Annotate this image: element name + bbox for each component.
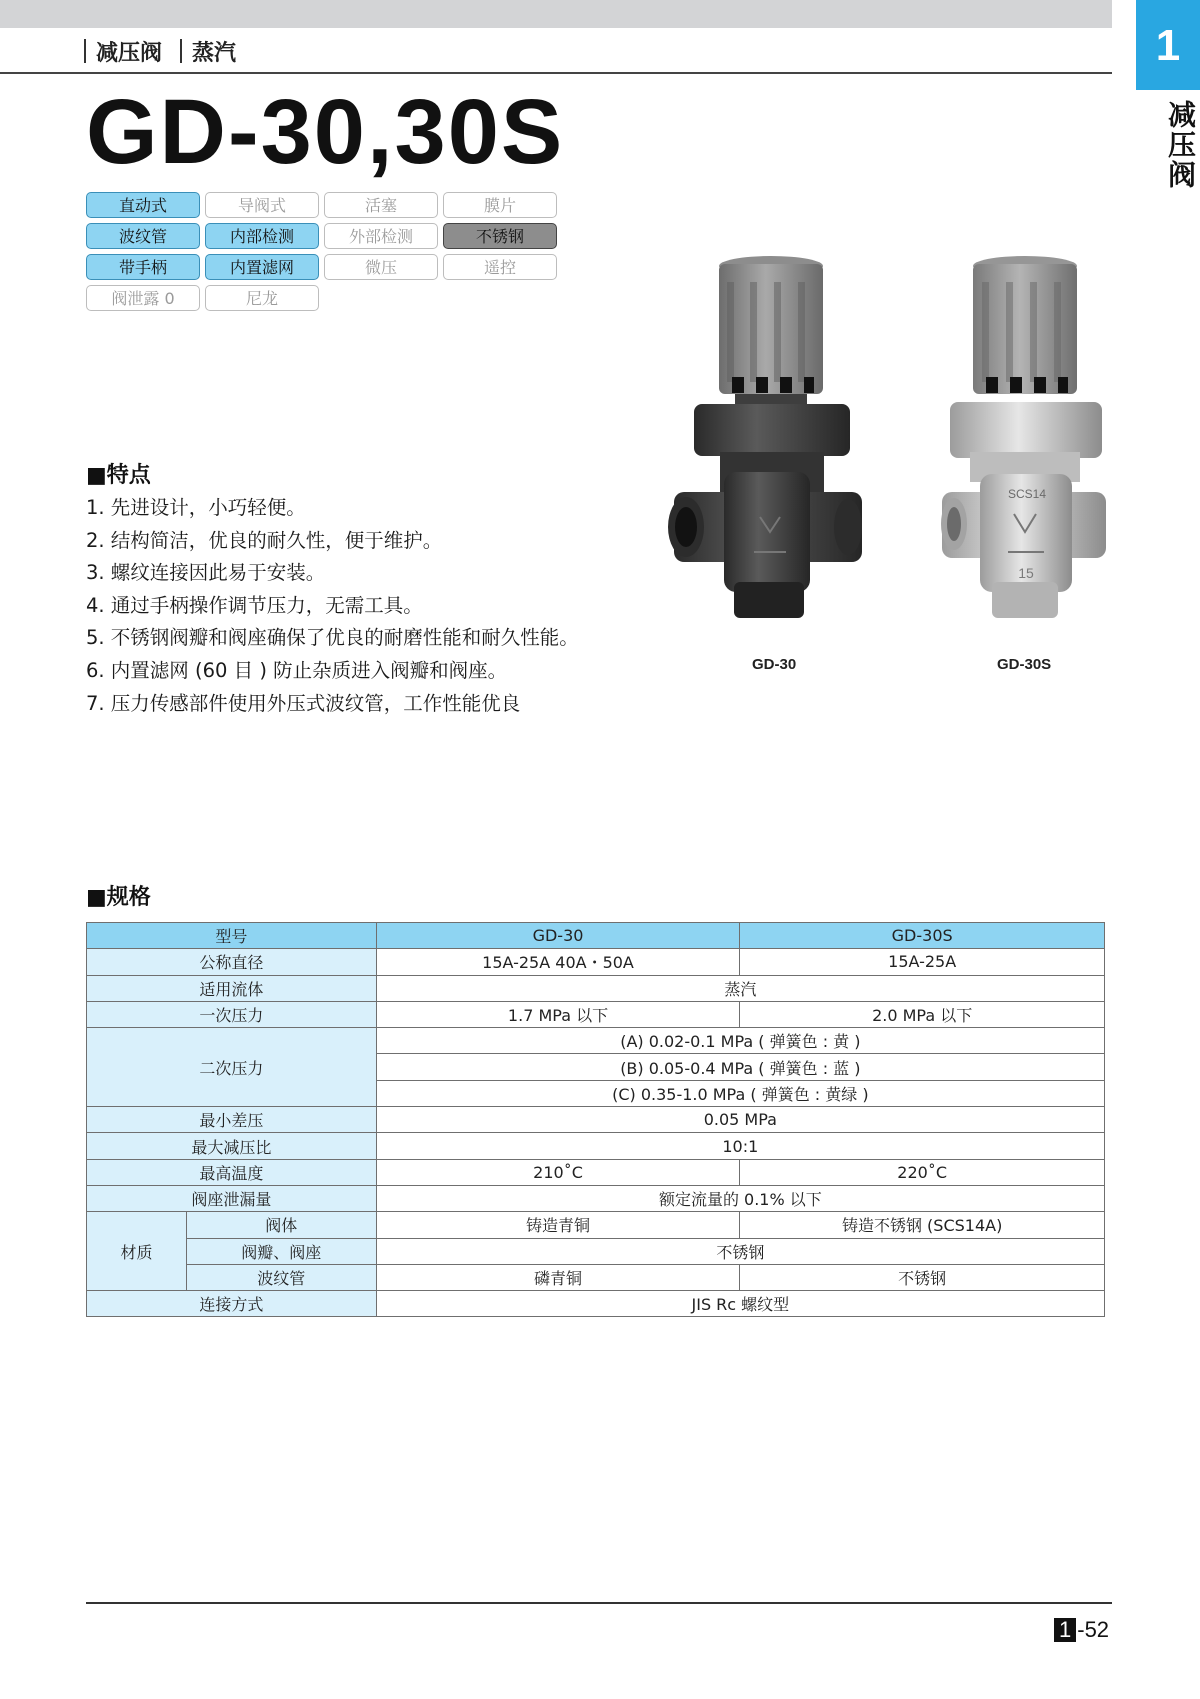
table-row xyxy=(87,1001,1105,1027)
table-row xyxy=(87,1107,1105,1133)
breadcrumb-divider xyxy=(180,39,182,63)
spec-value: 蒸汽 xyxy=(376,975,1104,1001)
spec-label-min-diff: 最小差压 xyxy=(87,1107,377,1133)
spec-label-max-ratio: 最大减压比 xyxy=(87,1133,377,1159)
tag-internal-sensing: 内部检测 xyxy=(205,223,319,249)
tag-zero-leakage: 阀泄露 0 xyxy=(86,285,200,311)
page-chapter: 1 xyxy=(1054,1618,1076,1642)
breadcrumb-divider xyxy=(84,39,86,63)
table-row xyxy=(87,1133,1105,1159)
feature-tag-grid xyxy=(86,192,557,311)
spec-value: 0.05 MPa xyxy=(376,1107,1104,1133)
table-row xyxy=(87,1185,1105,1211)
spec-value: JIS Rc 螺纹型 xyxy=(376,1291,1104,1317)
spec-label-max-temp: 最高温度 xyxy=(87,1159,377,1185)
spec-value: (B) 0.05-0.4 MPa ( 弹簧色 : 蓝 ) xyxy=(376,1054,1104,1080)
page-number xyxy=(1054,1617,1109,1643)
chapter-label: 减压阀 xyxy=(1164,100,1197,190)
tag-remote-control: 遥控 xyxy=(443,254,557,280)
table-row xyxy=(87,923,1105,949)
tag-piston: 活塞 xyxy=(324,192,438,218)
spec-label-fluid: 适用流体 xyxy=(87,975,377,1001)
gd30s-caption: GD-30S xyxy=(997,656,1052,673)
spec-label-disc-seat: 阀瓣、阀座 xyxy=(186,1238,376,1264)
tag-micro-pressure: 微压 xyxy=(324,254,438,280)
top-gray-bar xyxy=(0,0,1112,28)
feature-item: 5. 不锈钢阀瓣和阀座确保了优良的耐磨性能和耐久性能。 xyxy=(86,626,579,650)
features-heading: ■特点 xyxy=(86,463,151,488)
spec-value: 铸造不锈钢 (SCS14A) xyxy=(740,1212,1105,1238)
spec-value: 不锈钢 xyxy=(740,1264,1105,1290)
table-row xyxy=(87,1291,1105,1317)
tag-nylon: 尼龙 xyxy=(205,285,319,311)
gd30-valve-image xyxy=(662,252,874,644)
table-row xyxy=(87,1028,1105,1054)
tag-bellows: 波纹管 xyxy=(86,223,200,249)
spec-value: (A) 0.02-0.1 MPa ( 弹簧色 : 黄 ) xyxy=(376,1028,1104,1054)
spec-value: 210˚C xyxy=(376,1159,740,1185)
feature-item: 6. 内置滤网 (60 目 ) 防止杂质进入阀瓣和阀座。 xyxy=(86,658,508,682)
feature-item: 4. 通过手柄操作调节压力，无需工具。 xyxy=(86,593,423,617)
spec-label-material: 材质 xyxy=(87,1212,187,1291)
gd30s-valve-image xyxy=(940,252,1110,644)
chapter-tab: 1 xyxy=(1136,0,1200,90)
tag-pilot-operated: 导阀式 xyxy=(205,192,319,218)
gd30s-body-marking: SCS14 xyxy=(1007,487,1047,501)
spec-label-secondary-pressure: 二次压力 xyxy=(87,1028,377,1107)
spec-value: 1.7 MPa 以下 xyxy=(376,1001,740,1027)
breadcrumb xyxy=(84,36,254,66)
spec-value: 220˚C xyxy=(740,1159,1105,1185)
model-gd30: GD-30 xyxy=(376,923,740,949)
feature-item: 7. 压力传感部件使用外压式波纹管，工作性能优良 xyxy=(86,691,521,715)
tag-handle: 带手柄 xyxy=(86,254,200,280)
tag-stainless-steel: 不锈钢 xyxy=(443,223,557,249)
table-row xyxy=(87,1264,1105,1290)
spec-value: (C) 0.35-1.0 MPa ( 弹簧色 : 黄绿 ) xyxy=(376,1080,1104,1106)
spec-label-nominal: 公称直径 xyxy=(87,949,377,975)
spec-value: 磷青铜 xyxy=(376,1264,740,1290)
tag-external-sensing: 外部检测 xyxy=(324,223,438,249)
spec-value: 10:1 xyxy=(376,1133,1104,1159)
table-row xyxy=(87,975,1105,1001)
features-list xyxy=(86,492,579,720)
model-gd30s: GD-30S xyxy=(740,923,1105,949)
footer-rule xyxy=(86,1602,1112,1604)
table-row xyxy=(87,1212,1105,1238)
spec-label-primary-pressure: 一次压力 xyxy=(87,1001,377,1027)
spec-value: 铸造青铜 xyxy=(376,1212,740,1238)
table-row xyxy=(87,949,1105,975)
page-title: GD-30,30S xyxy=(86,81,565,183)
page-index: -52 xyxy=(1077,1617,1110,1642)
spec-value: 2.0 MPa 以下 xyxy=(740,1001,1105,1027)
spec-label-body: 阀体 xyxy=(186,1212,376,1238)
breadcrumb-category: 减压阀 xyxy=(96,40,163,66)
spec-value: 15A-25A 40A・50A xyxy=(376,949,740,975)
feature-item: 2. 结构简洁，优良的耐久性，便于维护。 xyxy=(86,528,443,552)
spec-value: 15A-25A xyxy=(740,949,1105,975)
spec-label-model: 型号 xyxy=(87,923,377,949)
spec-value: 不锈钢 xyxy=(376,1238,1104,1264)
spec-value: 额定流量的 0.1% 以下 xyxy=(376,1185,1104,1211)
feature-item: 3. 螺纹连接因此易于安装。 xyxy=(86,561,326,585)
table-row xyxy=(87,1159,1105,1185)
spec-label-leakage: 阀座泄漏量 xyxy=(87,1185,377,1211)
gd30s-size-marking: 15 xyxy=(1018,565,1034,581)
specs-heading: ■规格 xyxy=(86,885,151,910)
table-row xyxy=(87,1238,1105,1264)
feature-item: 1. 先进设计，小巧轻便。 xyxy=(86,496,306,519)
tag-direct-acting: 直动式 xyxy=(86,192,200,218)
tag-diaphragm: 膜片 xyxy=(443,192,557,218)
spec-table xyxy=(86,922,1105,1317)
header-rule xyxy=(0,72,1112,74)
spec-label-connection: 连接方式 xyxy=(87,1291,377,1317)
gd30-caption: GD-30 xyxy=(752,656,797,673)
tag-built-in-strainer: 内置滤网 xyxy=(205,254,319,280)
spec-label-bellows: 波纹管 xyxy=(186,1264,376,1290)
breadcrumb-fluid: 蒸汽 xyxy=(192,40,237,66)
